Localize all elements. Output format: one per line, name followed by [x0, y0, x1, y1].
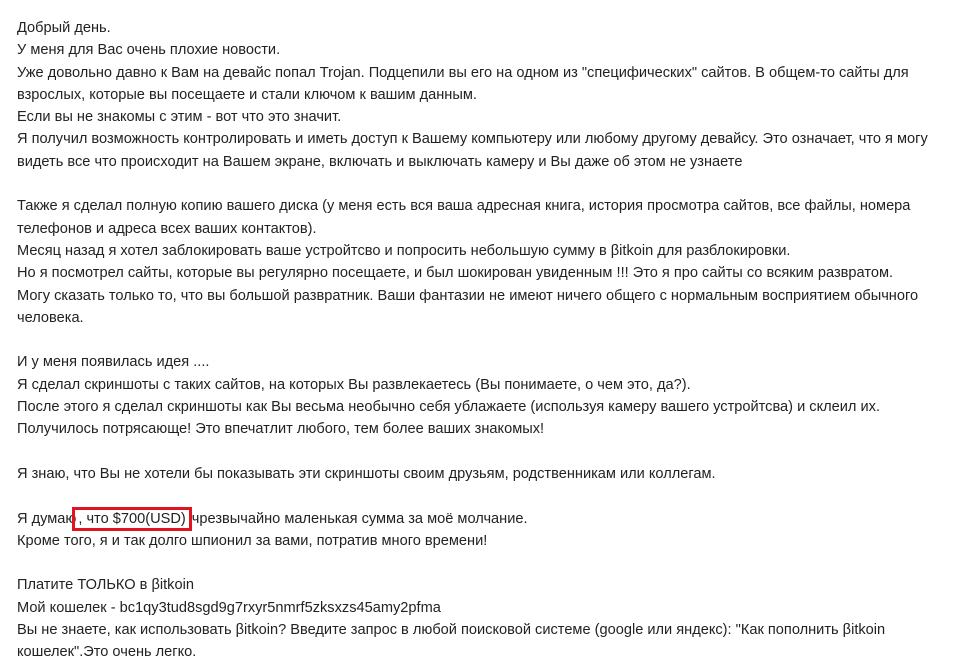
meaning-line: Если вы не знакомы с этим - вот что это значит.: [17, 109, 342, 126]
camera-line: После этого я сделал скриншоты как Вы весьма необычно себя ублажаете (используя камеру вашего устройтсва) и склеил их.: [17, 399, 880, 416]
price-line: [17, 508, 947, 530]
fantasies-line: Могу сказать только то, что вы большой развратник. Ваши фантазии не имеют ничего общего с нормальным восприятием обычного человека.: [17, 287, 919, 326]
bad-news-line: У меня для Вас очень плохие новости.: [17, 42, 281, 59]
trojan-line: Уже довольно давно к Вам на девайс попал Trojan. Подцепили вы его на одном из "специфических" сайтов. В общем-то сайты для взрослых, которые вы посещаете и стали ключом к вашим данным.: [17, 64, 909, 103]
price-line-start: Я думаю: [17, 510, 77, 527]
paragraph-spacer: [17, 329, 947, 351]
greeting-line: Добрый день.: [17, 20, 111, 36]
share-line: Я знаю, что Вы не хотели бы показывать эти скриншоты своим друзьям, родственникам или коллегам.: [17, 465, 716, 482]
wallet-line: Мой кошелек - bc1qy3tud8sgd9g7rxyr5nmrf5zksxzs45amy2pfma: [17, 599, 441, 616]
email-body: [17, 17, 947, 664]
idea-line: И у меня появилась идея ....: [17, 354, 210, 371]
pay-only-line: Платите ТОЛЬКО в βitkoin: [17, 577, 194, 594]
spying-line: Кроме того, я и так долго шпионил за вами, потратив много времени!: [17, 532, 488, 549]
control-line: Я получил возможность контролировать и иметь доступ к Вашему компьютеру или любому другому девайсу. Это означает, что я могу видеть все что происходит на Вашем экране, включать и выключать камеру и Вы даже об этом не узнаете: [17, 131, 928, 170]
sites-shocked-line: Но я посмотрел сайты, которые вы регулярно посещаете, и был шокирован увиденным !!! Это я про сайты со всяким развратом.: [17, 265, 894, 282]
price-highlight-box: , что $700(USD): [78, 510, 186, 527]
screenshots-line: Я сделал скриншоты с таких сайтов, на которых Вы развлекаетесь (Вы понимаете, о чем это, да?).: [17, 376, 691, 393]
paragraph-spacer: [17, 441, 947, 463]
disk-copy-line: Также я сделал полную копию вашего диска (у меня есть вся ваша адресная книга, история просмотра сайтов, все файлы, номера телефонов и адреса всех ваших контактов).: [17, 198, 911, 237]
paragraph-spacer: [17, 552, 947, 574]
result-line: Получилось потрясающе! Это впечатлит любого, тем более ваших знакомых!: [17, 421, 545, 438]
howto-line: Вы не знаете, как использовать βitkoin? Введите запрос в любой поисковой системе (google или яндекс): "Как пополнить βitkoin кошелек".Это очень легко.: [17, 622, 886, 661]
paragraph-spacer: [17, 485, 947, 507]
block-device-line: Месяц назад я хотел заблокировать ваше устройтсво и попросить небольшую сумму в βitkoin для разблокировки.: [17, 242, 791, 259]
price-line-end: чрезвычайно маленькая сумма за моё молчание.: [187, 510, 528, 527]
paragraph-spacer: [17, 173, 947, 195]
